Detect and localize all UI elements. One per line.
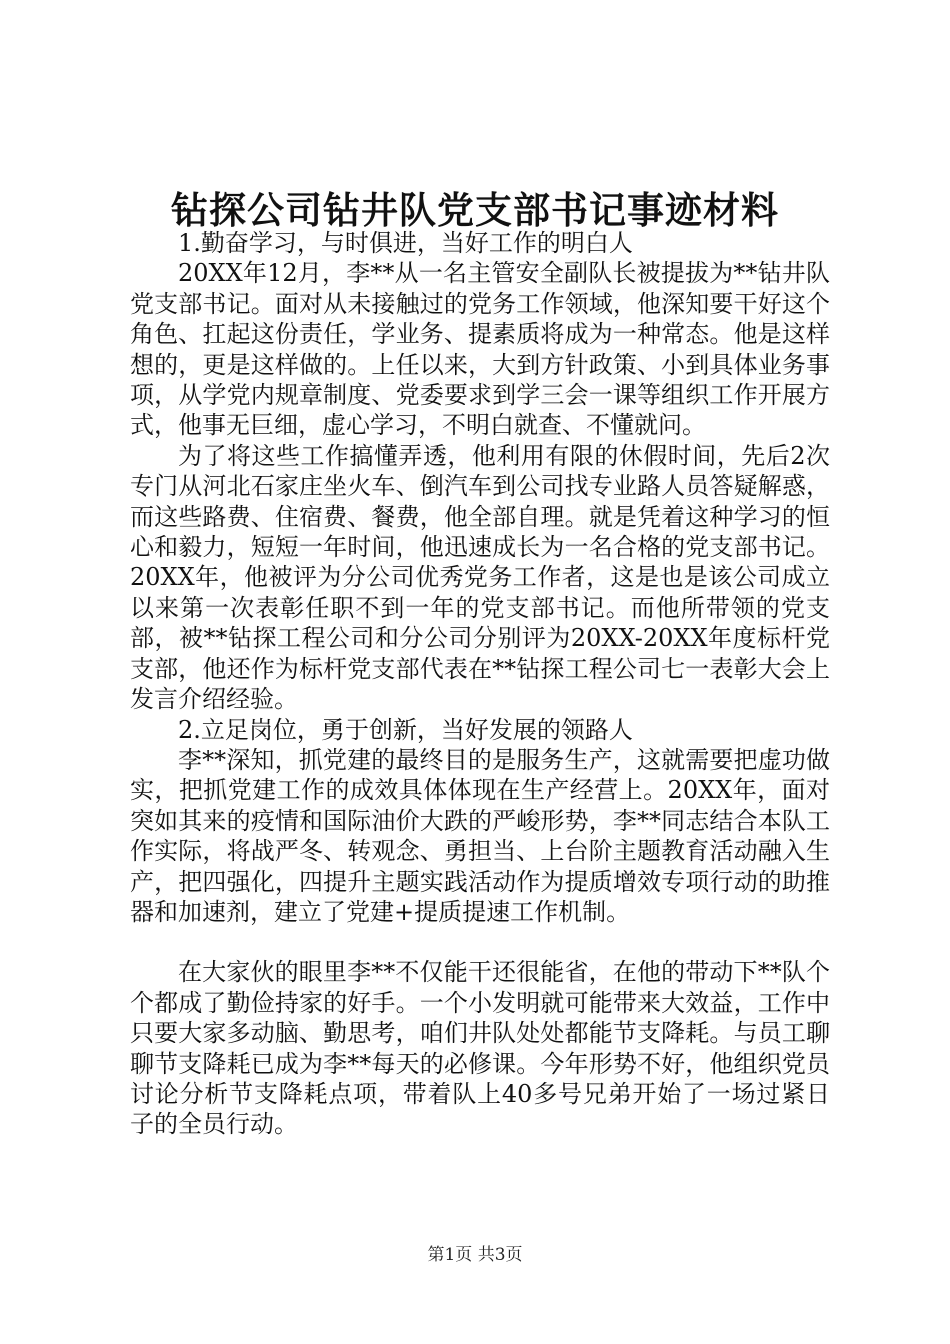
paragraph-2: 为了将这些工作搞懂弄透，他利用有限的休假时间，先后2次专门从河北石家庄坐火车、倒汽车到公司找专业路人员答疑解惑，而这些路费、住宿费、餐费，他全部自理。就是凭着这种学习的恒心和毅力，短短一年时间，他迅速成长为一名合格的党支部书记。20XX年，他被评为分公司优秀党务工作者，这是也是该公司成立以来第一次表彰任职不到一年的党支部书记。而他所带领的党支部，被**钻探工程公司和分公司分别评为20XX-20XX年度标杆党支部，他还作为标杆党支部代表在**钻探工程公司七一表彰大会上发言介绍经验。 — [130, 441, 830, 714]
document-title: 钻探公司钻井队党支部书记事迹材料 — [171, 188, 779, 232]
paragraph-3: 李**深知，抓党建的最终目的是服务生产，这就需要把虚功做实，把抓党建工作的成效具体体现在生产经营上。20XX年，面对突如其来的疫情和国际油价大跌的严峻形势，李**同志结合本队工作实际，将战严冬、转观念、勇担当、上台阶主题教育活动融入生产，把四强化，四提升主题实践活动作为提质增效专项行动的助推器和加速剂，建立了党建+提质提速工作机制。 — [130, 745, 830, 926]
section-heading-2: 2.立足岗位，勇于创新，当好发展的领路人 — [178, 715, 633, 744]
page-footer: 第1页 共3页 — [427, 1245, 523, 1265]
document-body — [130, 228, 830, 1140]
section-heading-1: 1.勤奋学习，与时俱进，当好工作的明白人 — [178, 229, 633, 257]
paragraph-4: 在大家伙的眼里李**不仅能干还很能省，在他的带动下**队个个都成了勤俭持家的好手。一个小发明就可能带来大效益，工作中只要大家多动脑、勤思考，咱们井队处处都能节支降耗。与员工聊聊节支降耗已成为李**每天的必修课。今年形势不好，他组织党员讨论分析节支降耗点项，带着队上40多号兄弟开始了一场过紧日子的全员行动。 — [130, 958, 830, 1139]
paragraph-1: 20XX年12月，李**从一名主管安全副队长被提拔为**钻井队党支部书记。面对从未接触过的党务工作领域，他深知要干好这个角色、扛起这份责任，学业务、提素质将成为一种常态。他是这样想的，更是这样做的。上任以来，大到方针政策、小到具体业务事项，从学党内规章制度、党委要求到学三会一课等组织工作开展方式，他事无巨细，虚心学习，不明白就查、不懂就问。 — [130, 259, 830, 440]
paragraph-spacer — [130, 927, 830, 957]
